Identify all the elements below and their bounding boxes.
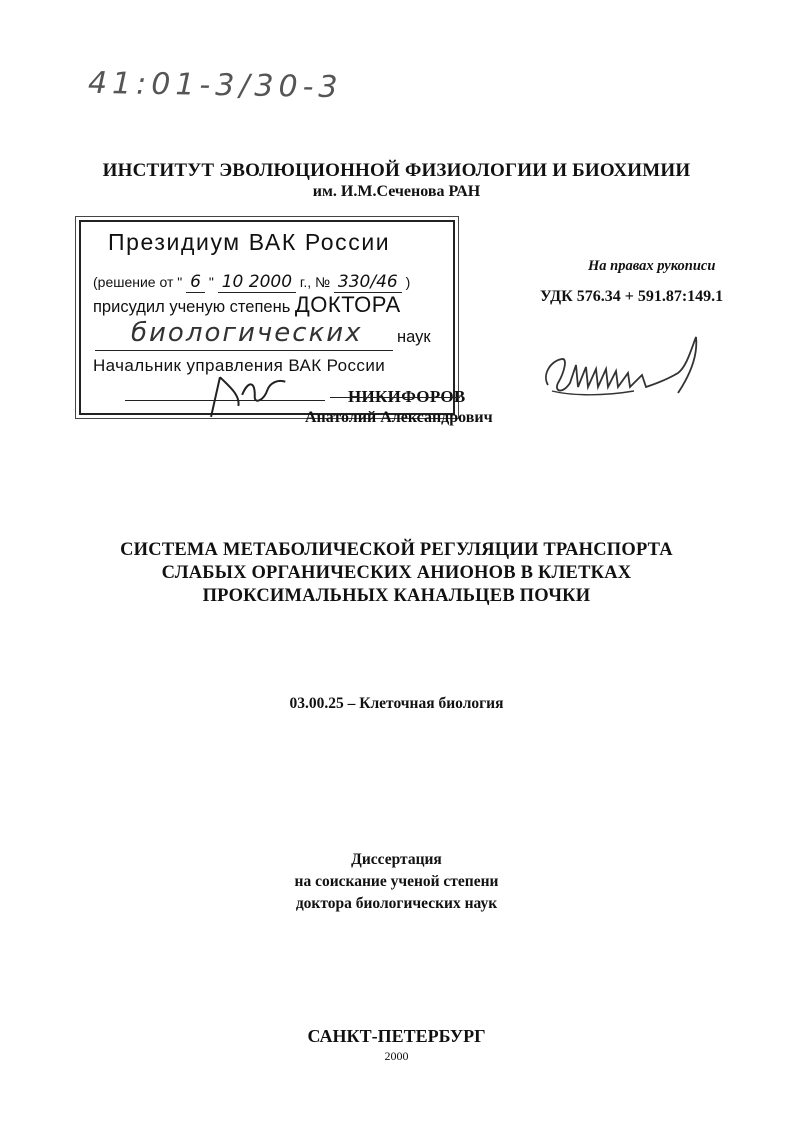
stamp-decision [93, 272, 410, 292]
stamp-awarded [93, 292, 401, 318]
year: 2000 [384, 1049, 409, 1063]
dissertation-title-line: ПРОКСИМАЛЬНЫХ КАНАЛЬЦЕВ ПОЧКИ [202, 586, 591, 606]
dissertation-type-line: Диссертация [351, 851, 442, 868]
stamp-decision-close: ) [405, 274, 411, 290]
city: САНКТ-ПЕТЕРБУРГ [307, 1026, 486, 1046]
stamp-decision-mid: " [208, 274, 214, 290]
author-strike-line [330, 397, 460, 398]
institute-subtitle: им. И.М.Сеченова РАН [312, 183, 481, 200]
stamp-awarded-text: присудил ученую степень [93, 298, 291, 316]
dissertation-type-line: на соискание ученой степени [294, 873, 499, 890]
dissertation-title-line: СИСТЕМА МЕТАБОЛИЧЕСКОЙ РЕГУЛЯЦИИ ТРАНСПОРТА [120, 540, 673, 560]
archive-code-handwritten: 41:01-3/30-3 [87, 65, 343, 106]
stamp-title: Президиум ВАК России [108, 229, 391, 255]
stamp-decision-date: 10 2000 [218, 272, 296, 293]
stamp-science-word: наук [397, 328, 431, 346]
specialty-code: 03.00.25 – Клеточная биология [289, 695, 504, 712]
stamp-decision-number: 330/46 [334, 272, 402, 293]
stamp-decision-g: г., № [299, 274, 331, 290]
dissertation-type-line: доктора биологических наук [295, 895, 498, 912]
author-surname: НИКИФОРОВ [348, 387, 466, 406]
author-signature-icon [538, 325, 708, 415]
udc-code: УДК 576.34 + 591.87:149.1 [540, 288, 724, 305]
dissertation-title-line: СЛАБЫХ ОРГАНИЧЕСКИХ АНИОНОВ В КЛЕТКАХ [161, 563, 632, 583]
stamp-decision-day: 6 [186, 272, 205, 293]
stamp-head-title: Начальник управления ВАК России [93, 356, 386, 375]
manuscript-note: На правах рукописи [588, 258, 716, 274]
institute-name: ИНСТИТУТ ЭВОЛЮЦИОННОЙ ФИЗИОЛОГИИ И БИОХИМИИ [102, 160, 691, 181]
stamp-science-handwritten: биологических [131, 318, 363, 348]
vak-stamp [79, 220, 455, 415]
author-given-name: Анатолий Александрович [305, 409, 493, 426]
stamp-degree: ДОКТОРА [294, 292, 401, 317]
stamp-decision-prefix: (решение от " [93, 274, 183, 290]
